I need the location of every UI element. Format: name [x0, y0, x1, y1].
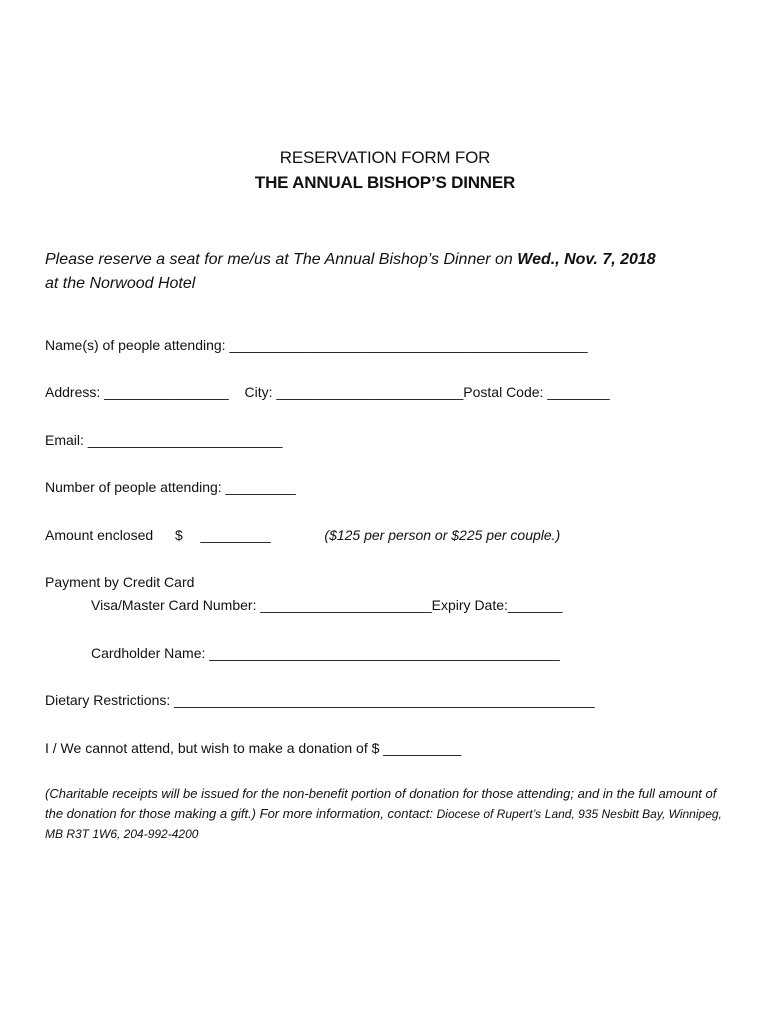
- donation-label: I / We cannot attend, but wish to make a donation of $: [45, 740, 380, 756]
- form-title-line-2: THE ANNUAL BISHOP’S DINNER: [254, 173, 516, 192]
- payment-heading: Payment by Credit Card: [45, 574, 195, 590]
- amount-currency: $: [174, 527, 183, 543]
- contact-address: Land, 935 Nesbitt Bay, Winnipeg, MB R3T 1W6, 204-992-4200: [45, 807, 722, 841]
- email-field[interactable]: _________________________: [87, 432, 283, 448]
- address-field[interactable]: ________________: [104, 384, 229, 400]
- donation-field[interactable]: __________: [383, 740, 462, 756]
- expiry-date-label: Expiry Date:: [431, 597, 508, 613]
- expiry-date-field[interactable]: _______: [507, 597, 563, 613]
- intro-venue: at the Norwood Hotel: [45, 275, 196, 292]
- card-number-label: Visa/Master Card Number:: [91, 597, 257, 613]
- dietary-field[interactable]: ______________________________________________________: [174, 692, 595, 708]
- intro-text: Please reserve a seat for me/us at The Annual Bishop’s Dinner on: [45, 251, 518, 268]
- amount-pricing-note: ($125 per person or $225 per couple.): [324, 527, 561, 543]
- address-row: [45, 384, 610, 400]
- city-label: City:: [244, 384, 273, 400]
- receipt-contact-note: [45, 784, 735, 844]
- cardholder-label: Cardholder Name:: [91, 645, 206, 661]
- intro-paragraph: [45, 248, 735, 296]
- amount-label: Amount enclosed: [45, 527, 154, 543]
- city-field[interactable]: ________________________: [276, 384, 464, 400]
- dietary-label: Dietary Restrictions:: [45, 692, 171, 708]
- address-label: Address:: [45, 384, 101, 400]
- cardholder-row: [91, 645, 560, 661]
- names-label: Name(s) of people attending:: [45, 337, 226, 353]
- num-people-label: Number of people attending:: [45, 479, 222, 495]
- form-title-line-1: RESERVATION FORM FOR: [279, 148, 491, 167]
- cardholder-field[interactable]: _____________________________________________: [209, 645, 560, 661]
- email-label: Email:: [45, 432, 84, 448]
- event-date: Wed., Nov. 7, 2018: [517, 251, 656, 268]
- card-number-field[interactable]: ______________________: [260, 597, 432, 613]
- postal-code-label: Postal Code:: [463, 384, 544, 400]
- amount-row: [45, 527, 560, 543]
- dietary-row: [45, 692, 595, 708]
- donation-row: [45, 740, 461, 756]
- postal-code-field[interactable]: ________: [547, 384, 610, 400]
- names-field[interactable]: ______________________________________________: [229, 337, 588, 353]
- amount-field[interactable]: _________: [200, 527, 271, 543]
- num-people-field[interactable]: _________: [225, 479, 296, 495]
- receipt-note-text: (Charitable receipts will be issued for the non-benefit portion of donation for those attending; and in the full amount of the donation for those making a gift.) For more information, contact:: [45, 786, 717, 821]
- contact-organization: Diocese of Rupert’s: [436, 807, 542, 821]
- card-number-row: [91, 597, 562, 613]
- num-people-row: [45, 479, 296, 495]
- email-row: [45, 432, 282, 448]
- names-row: [45, 337, 588, 353]
